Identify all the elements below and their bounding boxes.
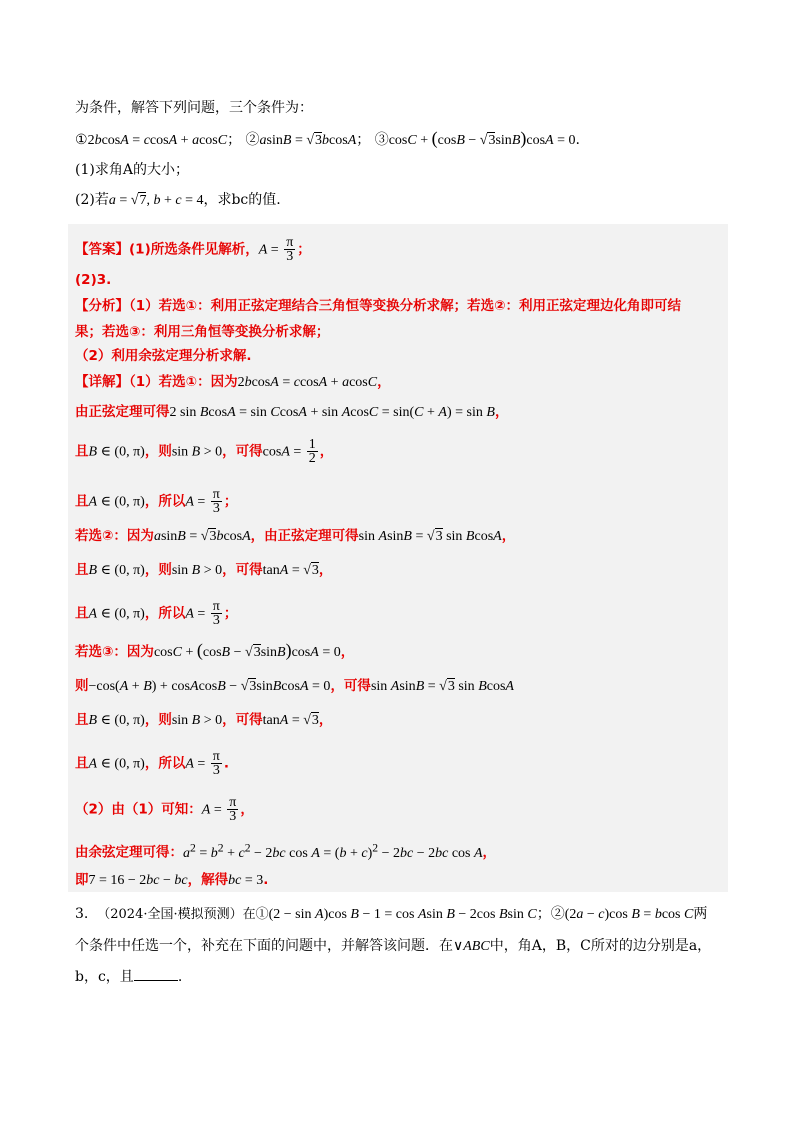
problem3-triangle: ABC: [463, 939, 490, 954]
and-text-4: 且: [75, 605, 89, 622]
so-text-3: ，所以: [144, 755, 186, 772]
intro-line: [75, 98, 313, 118]
condition-3-formula: cosC + (cosB − √3sinB)cosA = 0: [388, 128, 576, 148]
and-text-3: 且: [75, 562, 89, 578]
detail-line-2: 由正弦定理可得2 sin BcosA = sin CcosA + sin AcosC = sin(C + A) = sin B，: [75, 404, 509, 420]
choose2-text: 若选②：因为: [75, 528, 154, 544]
detail-label: 【详解】（1）若选①：因为: [75, 374, 238, 390]
problem3-end1: 两: [693, 906, 708, 922]
question-2: [75, 190, 281, 211]
detail-line-4: 且A ∈ (0, π)，所以A = $\frac{\pi}{3}$ ；: [75, 487, 238, 516]
detail-line-11: 且A ∈ (0, π)，所以A = $\frac{\pi}{3}$ .: [75, 749, 230, 778]
detail-line-14: 即7 = 16 − 2bc − bc，解得bc = 3.: [75, 872, 269, 888]
problem3-line2-end: 中，角A，B，C所对的边分别是a，: [489, 938, 712, 954]
solve-text: ，解得: [187, 872, 229, 888]
then-text-3: ，则: [144, 712, 172, 728]
detail-line-12: （2）由（1）可知：A = $\frac{\pi}{3}$ ，: [75, 795, 254, 824]
and-text-6: 且: [75, 755, 89, 772]
detail-line-9: 则−cos(A + B) + cosAcosB − √3sinBcosA = 0，可得sin AsinB = √3 sin BcosA: [75, 678, 514, 694]
detail-line-7: 且A ∈ (0, π)，所以A = $\frac{\pi}{3}$ ；: [75, 599, 238, 628]
question-1: [75, 160, 189, 180]
choose3-text: 若选③：因为: [75, 644, 154, 660]
sep-2: ；: [356, 132, 371, 148]
problem3-mid: ；②: [536, 906, 565, 922]
analysis-line-2: [75, 322, 329, 342]
and-text-1: 且: [75, 443, 89, 460]
problem3-line3-end: .: [177, 969, 183, 985]
question-2-prefix: (2)若: [75, 192, 109, 208]
detail-line-3: 且B ∈ (0, π)，则sin B > 0，可得cosA = $\frac{1}{2}$ ，: [75, 437, 334, 466]
condition-3-mark: ③: [374, 132, 389, 148]
detail-line-5: 若选②：因为asinB = √3bcosA，由正弦定理可得sin AsinB = √3 sin BcosA，: [75, 528, 516, 544]
analysis-text-1: 【分析】（1）若选①：利用正弦定理结合三角恒等变换分析求解；若选②：利用正弦定理边化角即可结: [75, 298, 682, 314]
problem3-line-1: [75, 904, 707, 925]
answer-part2-text: (2)3.: [75, 272, 112, 288]
sep-1: ；: [227, 132, 242, 148]
problem3-line-3: [75, 966, 182, 987]
condition-2-mark: ②: [245, 132, 260, 148]
question-2-formula: a = √7, b + c = 4: [108, 193, 204, 208]
get-text-4: ，可得: [222, 712, 263, 728]
problem3-number: 3.: [75, 906, 89, 922]
end-dot: .: [575, 132, 580, 148]
pi-over-3: $\frac{\pi}{3}$: [286, 235, 294, 264]
so-text-2: ，所以: [144, 605, 186, 622]
analysis-text-2: 果；若选③：利用三角恒等变换分析求解；: [75, 324, 330, 340]
and-text-5: 且: [75, 712, 89, 728]
detail-line-10: 且B ∈ (0, π)，则sin B > 0，可得tanA = √3，: [75, 712, 333, 728]
by-sine-text: 由正弦定理可得: [75, 404, 170, 420]
ji-text: 即: [75, 872, 89, 888]
problem3-line3-text: b，c，且: [75, 969, 134, 985]
problem3-line-2: 个条件中任选一个，补充在下面的问题中，并解答该问题．在∨ABC中，角A，B，C所对的边分别是a，: [75, 938, 712, 954]
answer-A: A: [258, 242, 268, 258]
detail-line-6: 且B ∈ (0, π)，则sin B > 0，可得tanA = √3，: [75, 562, 333, 578]
question-1-text: (1)求角A的大小；: [75, 162, 189, 178]
answer-part2: [75, 270, 111, 290]
condition-1-formula: 2bcosA = ccosA + acosC: [87, 133, 228, 148]
get-text-1: ，可得: [222, 443, 263, 460]
part2-intro-text: （2）由（1）可知：: [75, 801, 202, 818]
and-text-2: 且: [75, 493, 89, 510]
conditions-line: [75, 128, 580, 151]
get-text-3: ，可得: [330, 678, 371, 694]
ze-text: 则: [75, 678, 89, 694]
detail-line-8: 若选③：因为cosC + (cosB − √3sinB)cosA = 0，: [75, 640, 355, 660]
problem3-cond2: (2a − c)cos B = bcos C: [564, 907, 694, 922]
detail-line-13: 由余弦定理可得：$a^2 = b^2 + c^2 - 2bc$ $\cos A = (b + c)^2 - 2bc - 2bc$ cos A，: [75, 841, 497, 861]
so-text-1: ，所以: [144, 493, 186, 510]
by-sine2-text: ，由正弦定理可得: [250, 528, 359, 544]
intro-text: 为条件，解答下列问题，三个条件为：: [75, 100, 313, 116]
answer-line: 【答案】(1)所选条件见解析，A = $\frac{\pi}{3}$ ；: [75, 235, 311, 264]
condition-2-formula: asinB = √3bcosA: [259, 133, 357, 148]
analysis-text-3: （2）利用余弦定理分析求解.: [75, 348, 252, 364]
analysis-line-3: [75, 346, 252, 366]
problem3-source: （2024·全国·模拟预测）在①: [97, 907, 269, 922]
problem3-line2-text: 个条件中任选一个，补充在下面的问题中，并解答该问题．在: [75, 938, 453, 954]
problem3-cond1: (2 − sin A)cos B − 1 = cos Asin B − 2cos Bsin C: [268, 907, 537, 922]
question-2-suffix: ，求bc的值.: [203, 192, 281, 208]
analysis-line-1: [75, 296, 681, 316]
answer-label: 【答案】(1)所选条件见解析，: [75, 241, 259, 258]
condition-1-mark: ①: [75, 132, 88, 148]
fill-in-blank: [134, 966, 178, 981]
then-text-2: ，则: [144, 562, 172, 578]
by-cos-text: 由余弦定理可得：: [75, 844, 183, 861]
then-text-1: ，则: [144, 443, 172, 460]
get-text-2: ，可得: [222, 562, 263, 578]
detail-line-1: 【详解】（1）若选①：因为2bcosA = ccosA + acosC，: [75, 374, 391, 390]
